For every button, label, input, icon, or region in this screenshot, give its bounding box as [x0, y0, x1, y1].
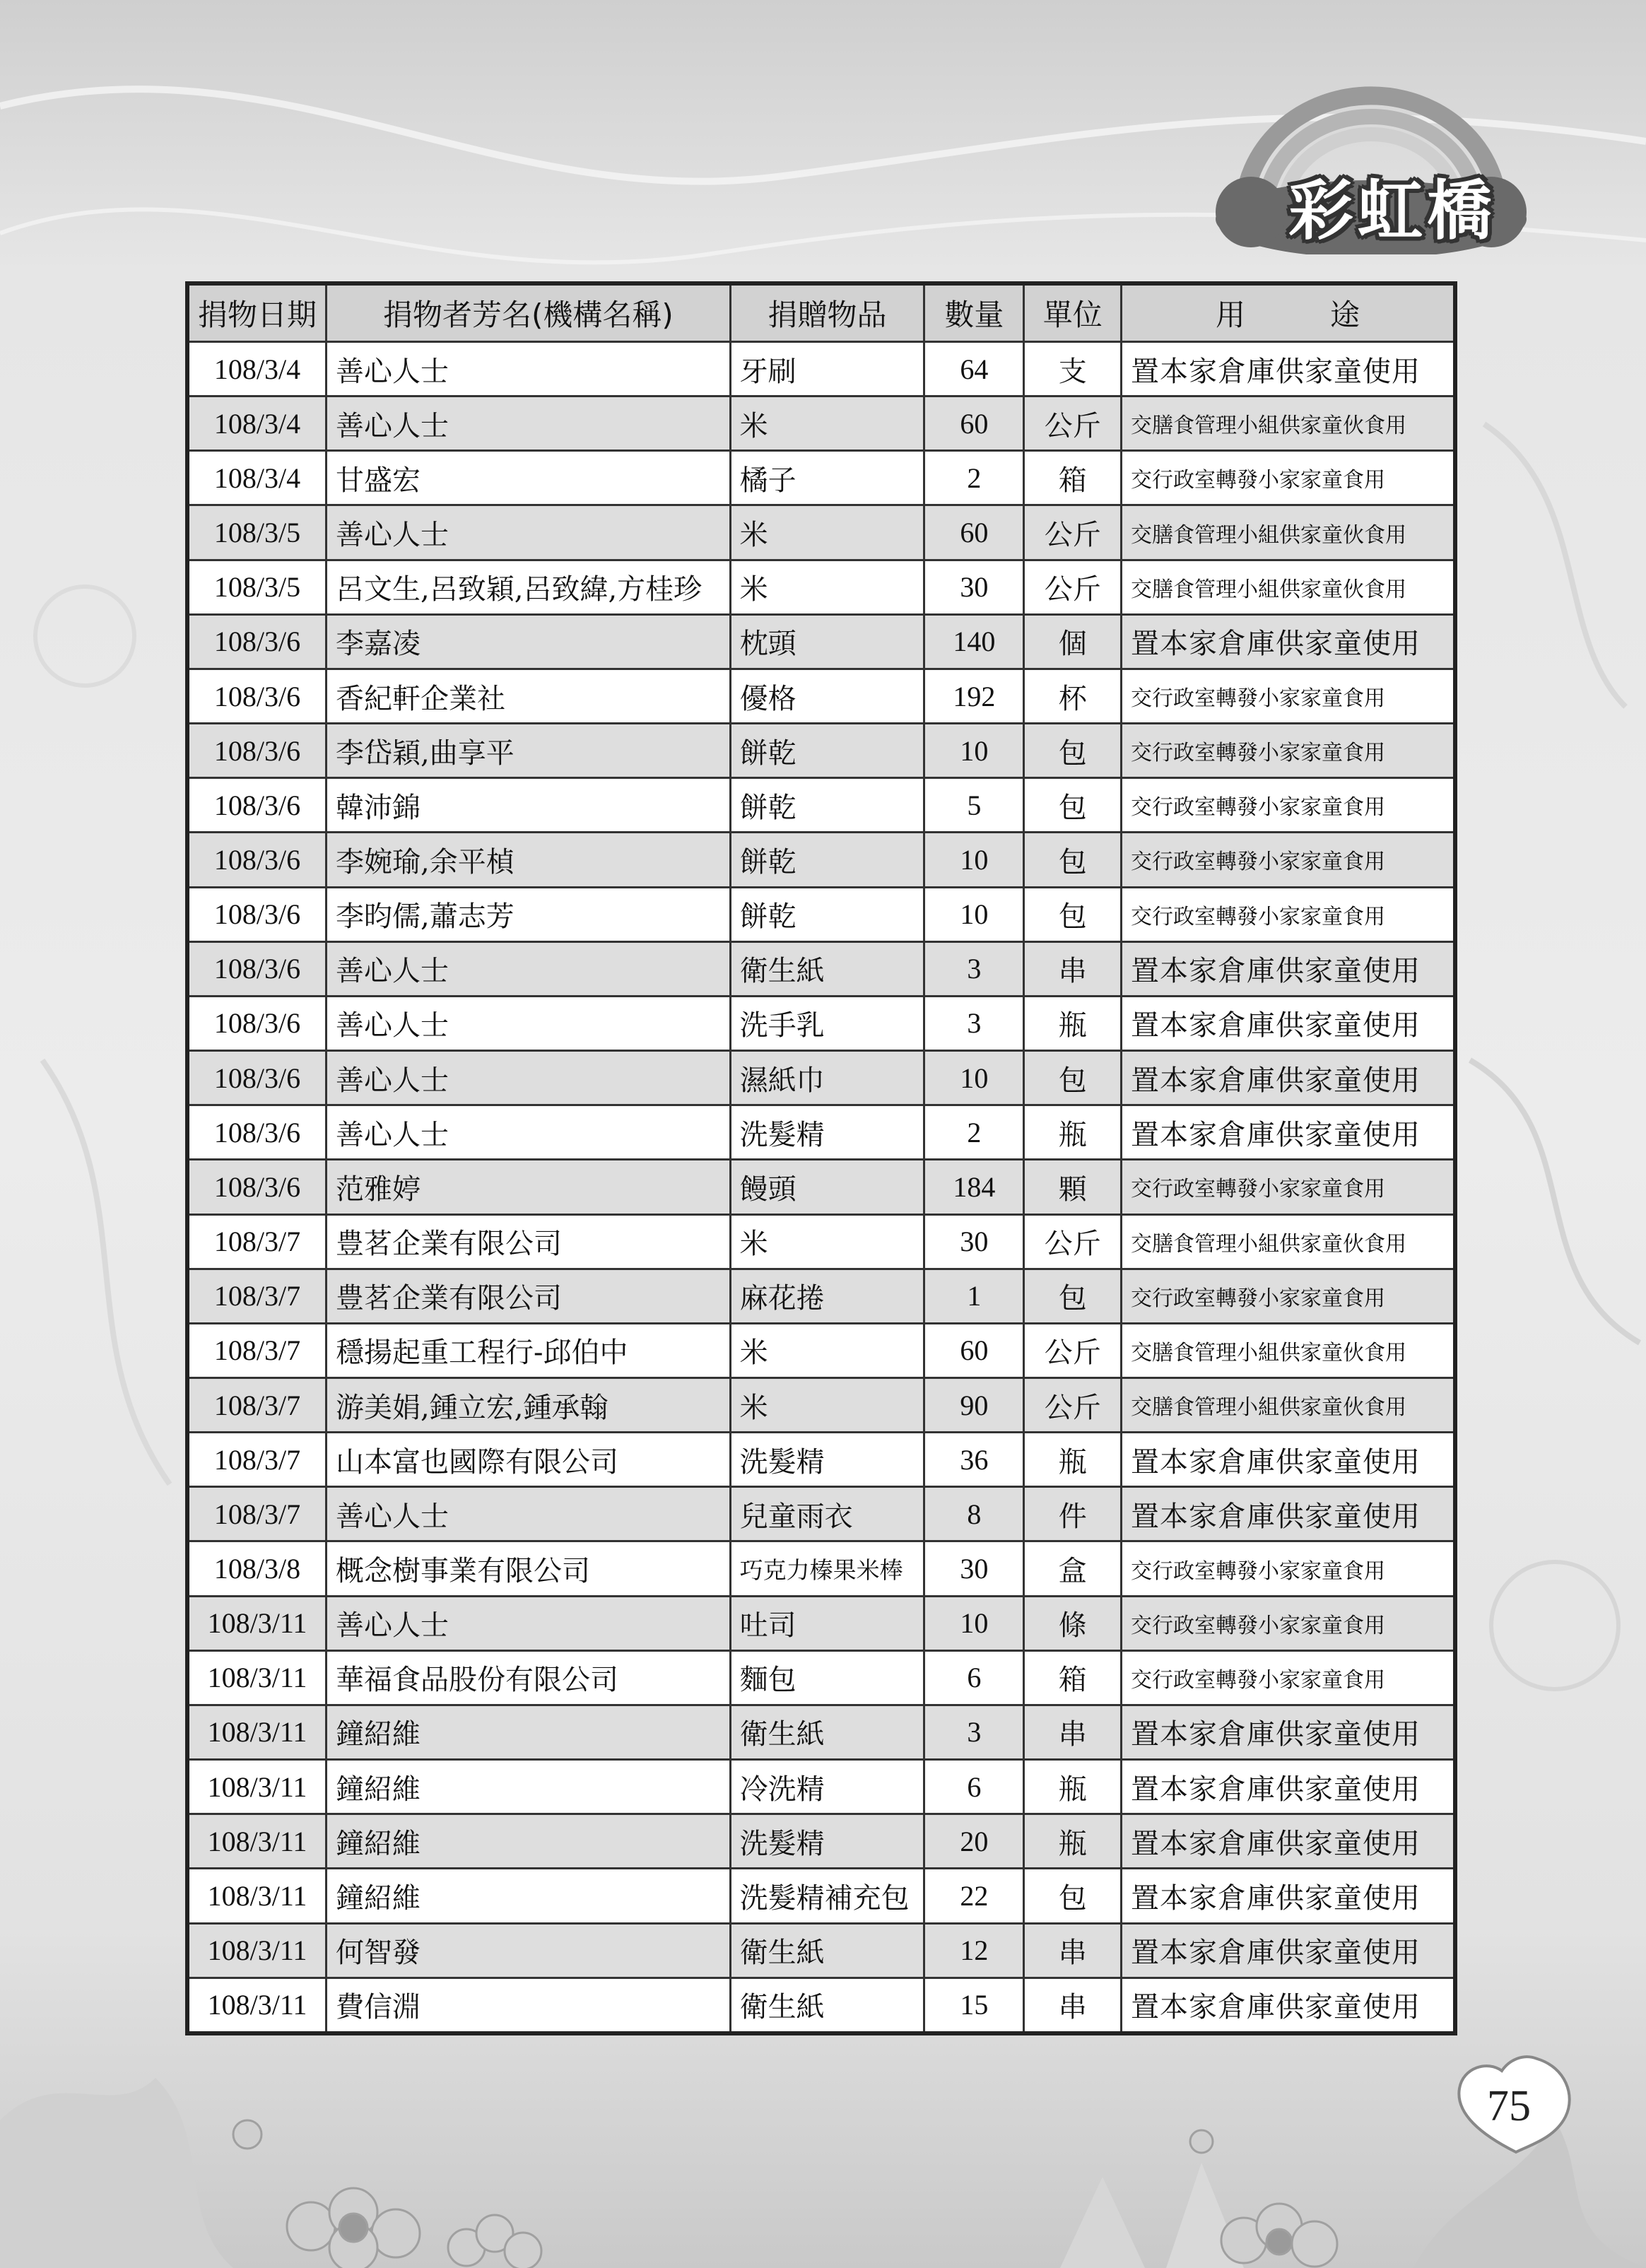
donor-cell: 善心人士	[327, 505, 731, 560]
usage-cell: 交膳食管理小組供家童伙食用	[1122, 1323, 1455, 1377]
date-cell: 108/3/6	[187, 778, 327, 833]
usage-cell: 交行政室轉發小家家童食用	[1122, 1650, 1455, 1705]
table-row	[187, 614, 1455, 669]
unit-cell: 條	[1024, 1596, 1122, 1650]
qty-cell: 10	[924, 833, 1024, 887]
item-cell: 衛生紙	[730, 1978, 924, 2033]
donor-cell: 呂文生,呂致穎,呂致緯,方桂珍	[327, 560, 731, 614]
date-cell: 108/3/11	[187, 1814, 327, 1869]
qty-cell: 184	[924, 1160, 1024, 1214]
donor-cell: 香紀軒企業社	[327, 669, 731, 723]
unit-cell: 公斤	[1024, 560, 1122, 614]
unit-cell: 瓶	[1024, 996, 1122, 1050]
qty-cell: 30	[924, 560, 1024, 614]
table-row	[187, 1377, 1455, 1432]
qty-cell: 2	[924, 451, 1024, 505]
qty-cell: 30	[924, 1214, 1024, 1269]
unit-cell: 公斤	[1024, 1214, 1122, 1269]
date-cell: 108/3/4	[187, 396, 327, 451]
qty-cell: 10	[924, 887, 1024, 941]
donor-cell: 鐘紹維	[327, 1760, 731, 1814]
donor-cell: 游美娟,鍾立宏,鍾承翰	[327, 1377, 731, 1432]
table-row	[187, 778, 1455, 833]
item-cell: 洗手乳	[730, 996, 924, 1050]
unit-cell: 瓶	[1024, 1760, 1122, 1814]
unit-cell: 公斤	[1024, 1377, 1122, 1432]
table-row	[187, 1433, 1455, 1487]
date-cell: 108/3/6	[187, 614, 327, 669]
date-cell: 108/3/11	[187, 1596, 327, 1650]
item-cell: 濕紙巾	[730, 1051, 924, 1105]
header-donor: 捐物者芳名(機構名稱)	[327, 283, 731, 342]
logo-text: 彩虹橋	[1288, 173, 1496, 249]
usage-cell: 置本家倉庫供家童使用	[1122, 1487, 1455, 1541]
item-cell: 餅乾	[730, 887, 924, 941]
qty-cell: 36	[924, 1433, 1024, 1487]
unit-cell: 包	[1024, 724, 1122, 778]
usage-cell: 交行政室轉發小家家童食用	[1122, 669, 1455, 723]
donor-cell: 山本富也國際有限公司	[327, 1433, 731, 1487]
donor-cell: 李嘉凌	[327, 614, 731, 669]
table-row	[187, 724, 1455, 778]
header-qty: 數量	[924, 283, 1024, 342]
donor-cell: 華福食品股份有限公司	[327, 1650, 731, 1705]
item-cell: 衛生紙	[730, 1923, 924, 1978]
header-usage	[1122, 283, 1455, 342]
date-cell: 108/3/4	[187, 342, 327, 396]
item-cell: 枕頭	[730, 614, 924, 669]
usage-cell: 交行政室轉發小家家童食用	[1122, 887, 1455, 941]
qty-cell: 10	[924, 724, 1024, 778]
table-row	[187, 1214, 1455, 1269]
qty-cell: 10	[924, 1596, 1024, 1650]
donor-cell: 甘盛宏	[327, 451, 731, 505]
usage-cell: 置本家倉庫供家童使用	[1122, 1978, 1455, 2033]
usage-cell: 置本家倉庫供家童使用	[1122, 1105, 1455, 1160]
usage-cell: 交行政室轉發小家家童食用	[1122, 833, 1455, 887]
qty-cell: 20	[924, 1814, 1024, 1869]
floral-decoration	[0, 2035, 1646, 2268]
qty-cell: 1	[924, 1269, 1024, 1323]
unit-cell: 包	[1024, 833, 1122, 887]
table-row	[187, 996, 1455, 1050]
unit-cell: 串	[1024, 1705, 1122, 1759]
item-cell: 吐司	[730, 1596, 924, 1650]
header-item: 捐贈物品	[730, 283, 924, 342]
usage-cell: 置本家倉庫供家童使用	[1122, 1433, 1455, 1487]
table-row	[187, 1596, 1455, 1650]
table-row	[187, 560, 1455, 614]
unit-cell: 箱	[1024, 1650, 1122, 1705]
table-row	[187, 505, 1455, 560]
donor-cell: 概念樹事業有限公司	[327, 1541, 731, 1596]
item-cell: 冷洗精	[730, 1760, 924, 1814]
table-row	[187, 1760, 1455, 1814]
date-cell: 108/3/7	[187, 1323, 327, 1377]
donor-cell: 鐘紹維	[327, 1705, 731, 1759]
qty-cell: 3	[924, 941, 1024, 996]
unit-cell: 瓶	[1024, 1814, 1122, 1869]
table-row	[187, 1650, 1455, 1705]
item-cell: 餅乾	[730, 778, 924, 833]
item-cell: 優格	[730, 669, 924, 723]
usage-cell: 置本家倉庫供家童使用	[1122, 1051, 1455, 1105]
qty-cell: 6	[924, 1760, 1024, 1814]
unit-cell: 件	[1024, 1487, 1122, 1541]
item-cell: 餅乾	[730, 724, 924, 778]
unit-cell: 包	[1024, 1051, 1122, 1105]
unit-cell: 包	[1024, 1869, 1122, 1923]
donor-cell: 李岱穎,曲享平	[327, 724, 731, 778]
date-cell: 108/3/6	[187, 996, 327, 1050]
usage-cell: 置本家倉庫供家童使用	[1122, 1760, 1455, 1814]
usage-cell: 交膳食管理小組供家童伙食用	[1122, 1377, 1455, 1432]
donor-cell: 善心人士	[327, 1487, 731, 1541]
qty-cell: 3	[924, 996, 1024, 1050]
qty-cell: 192	[924, 669, 1024, 723]
usage-cell: 置本家倉庫供家童使用	[1122, 614, 1455, 669]
unit-cell: 個	[1024, 614, 1122, 669]
donor-cell: 善心人士	[327, 941, 731, 996]
qty-cell: 60	[924, 396, 1024, 451]
unit-cell: 公斤	[1024, 505, 1122, 560]
item-cell: 麻花捲	[730, 1269, 924, 1323]
donor-cell: 善心人士	[327, 1051, 731, 1105]
item-cell: 橘子	[730, 451, 924, 505]
date-cell: 108/3/6	[187, 669, 327, 723]
qty-cell: 60	[924, 505, 1024, 560]
table-header-row	[187, 283, 1455, 342]
date-cell: 108/3/7	[187, 1269, 327, 1323]
qty-cell: 3	[924, 1705, 1024, 1759]
qty-cell: 5	[924, 778, 1024, 833]
table-row	[187, 396, 1455, 451]
donor-cell: 善心人士	[327, 396, 731, 451]
usage-cell: 置本家倉庫供家童使用	[1122, 1814, 1455, 1869]
date-cell: 108/3/11	[187, 1869, 327, 1923]
unit-cell: 串	[1024, 1923, 1122, 1978]
item-cell: 衛生紙	[730, 1705, 924, 1759]
table-row	[187, 1105, 1455, 1160]
date-cell: 108/3/7	[187, 1487, 327, 1541]
table-row	[187, 342, 1455, 396]
unit-cell: 公斤	[1024, 396, 1122, 451]
table-row	[187, 1323, 1455, 1377]
usage-cell: 置本家倉庫供家童使用	[1122, 1705, 1455, 1759]
item-cell: 米	[730, 560, 924, 614]
unit-cell: 杯	[1024, 669, 1122, 723]
unit-cell: 公斤	[1024, 1323, 1122, 1377]
header-usage-right: 途	[1329, 298, 1360, 332]
usage-cell: 置本家倉庫供家童使用	[1122, 941, 1455, 996]
date-cell: 108/3/7	[187, 1214, 327, 1269]
table-row	[187, 1269, 1455, 1323]
donor-cell: 豊茗企業有限公司	[327, 1214, 731, 1269]
donor-cell: 善心人士	[327, 996, 731, 1050]
table-row	[187, 669, 1455, 723]
table-row	[187, 1487, 1455, 1541]
usage-cell: 交行政室轉發小家家童食用	[1122, 1269, 1455, 1323]
usage-cell: 交膳食管理小組供家童伙食用	[1122, 396, 1455, 451]
date-cell: 108/3/11	[187, 1650, 327, 1705]
item-cell: 洗髮精	[730, 1814, 924, 1869]
qty-cell: 90	[924, 1377, 1024, 1432]
date-cell: 108/3/11	[187, 1760, 327, 1814]
date-cell: 108/3/5	[187, 560, 327, 614]
qty-cell: 140	[924, 614, 1024, 669]
qty-cell: 2	[924, 1105, 1024, 1160]
item-cell: 洗髮精補充包	[730, 1869, 924, 1923]
item-cell: 米	[730, 396, 924, 451]
donor-cell: 費信淵	[327, 1978, 731, 2033]
unit-cell: 瓶	[1024, 1105, 1122, 1160]
usage-cell: 交行政室轉發小家家童食用	[1122, 778, 1455, 833]
table-row	[187, 1051, 1455, 1105]
item-cell: 米	[730, 1323, 924, 1377]
usage-cell: 交行政室轉發小家家童食用	[1122, 451, 1455, 505]
donor-cell: 鐘紹維	[327, 1869, 731, 1923]
date-cell: 108/3/11	[187, 1978, 327, 2033]
unit-cell: 包	[1024, 778, 1122, 833]
donor-cell: 善心人士	[327, 1105, 731, 1160]
item-cell: 米	[730, 1377, 924, 1432]
qty-cell: 22	[924, 1869, 1024, 1923]
usage-cell: 置本家倉庫供家童使用	[1122, 1869, 1455, 1923]
table-row	[187, 1814, 1455, 1869]
table-row	[187, 1160, 1455, 1214]
unit-cell: 串	[1024, 1978, 1122, 2033]
donation-table	[185, 281, 1457, 2035]
table-row	[187, 941, 1455, 996]
date-cell: 108/3/4	[187, 451, 327, 505]
header-usage-left: 用	[1216, 298, 1246, 332]
item-cell: 麵包	[730, 1650, 924, 1705]
unit-cell: 瓶	[1024, 1433, 1122, 1487]
donor-cell: 韓沛錦	[327, 778, 731, 833]
unit-cell: 包	[1024, 1269, 1122, 1323]
qty-cell: 15	[924, 1978, 1024, 2033]
item-cell: 饅頭	[730, 1160, 924, 1214]
donor-cell: 穩揚起重工程行-邱伯中	[327, 1323, 731, 1377]
usage-cell: 交行政室轉發小家家童食用	[1122, 1160, 1455, 1214]
item-cell: 米	[730, 505, 924, 560]
donor-cell: 李昀儒,蕭志芳	[327, 887, 731, 941]
usage-cell: 交行政室轉發小家家童食用	[1122, 724, 1455, 778]
item-cell: 餅乾	[730, 833, 924, 887]
donor-cell: 何智發	[327, 1923, 731, 1978]
usage-cell: 置本家倉庫供家童使用	[1122, 342, 1455, 396]
usage-cell: 交行政室轉發小家家童食用	[1122, 1596, 1455, 1650]
qty-cell: 10	[924, 1051, 1024, 1105]
qty-cell: 6	[924, 1650, 1024, 1705]
page-number: 75	[1487, 2082, 1531, 2130]
table-row	[187, 887, 1455, 941]
unit-cell: 包	[1024, 887, 1122, 941]
date-cell: 108/3/11	[187, 1923, 327, 1978]
header-unit: 單位	[1024, 283, 1122, 342]
qty-cell: 8	[924, 1487, 1024, 1541]
qty-cell: 12	[924, 1923, 1024, 1978]
table-row	[187, 1923, 1455, 1978]
date-cell: 108/3/6	[187, 941, 327, 996]
usage-cell: 交膳食管理小組供家童伙食用	[1122, 1214, 1455, 1269]
donor-cell: 豊茗企業有限公司	[327, 1269, 731, 1323]
date-cell: 108/3/6	[187, 1105, 327, 1160]
table-row	[187, 1705, 1455, 1759]
item-cell: 洗髮精	[730, 1433, 924, 1487]
usage-cell: 交膳食管理小組供家童伙食用	[1122, 505, 1455, 560]
item-cell: 衛生紙	[730, 941, 924, 996]
table-row	[187, 1869, 1455, 1923]
date-cell: 108/3/5	[187, 505, 327, 560]
unit-cell: 箱	[1024, 451, 1122, 505]
usage-cell: 交膳食管理小組供家童伙食用	[1122, 560, 1455, 614]
donor-cell: 善心人士	[327, 342, 731, 396]
item-cell: 兒童雨衣	[730, 1487, 924, 1541]
table-row	[187, 1978, 1455, 2033]
table-row	[187, 451, 1455, 505]
usage-cell: 置本家倉庫供家童使用	[1122, 1923, 1455, 1978]
table-row	[187, 833, 1455, 887]
date-cell: 108/3/6	[187, 724, 327, 778]
unit-cell: 串	[1024, 941, 1122, 996]
date-cell: 108/3/7	[187, 1377, 327, 1432]
item-cell: 米	[730, 1214, 924, 1269]
usage-cell: 置本家倉庫供家童使用	[1122, 996, 1455, 1050]
date-cell: 108/3/6	[187, 1160, 327, 1214]
donor-cell: 范雅婷	[327, 1160, 731, 1214]
qty-cell: 30	[924, 1541, 1024, 1596]
date-cell: 108/3/11	[187, 1705, 327, 1759]
usage-cell: 交行政室轉發小家家童食用	[1122, 1541, 1455, 1596]
date-cell: 108/3/6	[187, 887, 327, 941]
unit-cell: 盒	[1024, 1541, 1122, 1596]
header-date: 捐物日期	[187, 283, 327, 342]
item-cell: 洗髮精	[730, 1105, 924, 1160]
date-cell: 108/3/8	[187, 1541, 327, 1596]
donor-cell: 鐘紹維	[327, 1814, 731, 1869]
unit-cell: 支	[1024, 342, 1122, 396]
item-cell: 巧克力榛果米棒	[730, 1541, 924, 1596]
donor-cell: 李婉瑜,余平楨	[327, 833, 731, 887]
qty-cell: 60	[924, 1323, 1024, 1377]
qty-cell: 64	[924, 342, 1024, 396]
unit-cell: 顆	[1024, 1160, 1122, 1214]
date-cell: 108/3/6	[187, 1051, 327, 1105]
table-row	[187, 1541, 1455, 1596]
date-cell: 108/3/7	[187, 1433, 327, 1487]
date-cell: 108/3/6	[187, 833, 327, 887]
item-cell: 牙刷	[730, 342, 924, 396]
donor-cell: 善心人士	[327, 1596, 731, 1650]
